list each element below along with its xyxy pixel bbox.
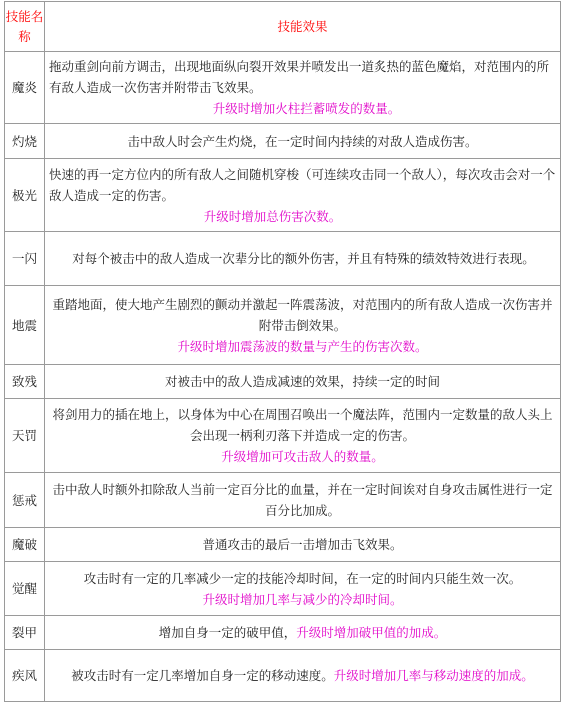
table-header-row [5,2,561,52]
table-row [5,399,561,473]
skill-desc: 对被击中的敌人造成减速的效果，持续一定的时间 [164,374,440,389]
skill-upgrade: 升级时增加震荡波的数量与产生的伤害次数。 [177,338,428,354]
skill-upgrade: 升级时增加总伤害次数。 [203,208,342,224]
skill-desc: 普通攻击的最后一击增加击飞效果。 [202,537,403,552]
skill-desc: 击中敌人时会产生灼烧，在一定时间内持续的对敌人造成伤害。 [127,133,478,149]
skill-name: 致残 [5,365,45,399]
skill-name: 一闪 [5,232,45,286]
skill-name: 疾风 [5,650,45,702]
table-row [5,365,561,399]
skill-upgrade: 升级时增加火柱拦蓄喷发的数量。 [212,101,401,116]
skill-upgrade: 升级增加可攻击敌人的数量。 [221,449,384,464]
table-row [5,52,561,124]
table-row [5,650,561,702]
skill-desc-cell [45,399,561,473]
skill-name: 魔破 [5,528,45,562]
skill-desc-cell [45,473,561,528]
skill-upgrade: 升级时增加几率与移动速度的加成。 [333,668,534,683]
skill-desc-cell [45,232,561,286]
skill-name: 裂甲 [5,616,45,650]
skill-desc: 拖动重剑向前方调击，出现地面纵向裂开效果并喷发出一道炙热的蓝色魔焰，对范围内的所有敌人造成一次伤害并附带击飞效果。 [49,59,550,95]
skill-desc: 将剑用力的插在地上，以身体为中心在周围召唤出一个魔法阵，范围内一定数量的敌人头上会出现一柄利刃落下并造成一定的伤害。 [52,407,553,443]
skill-desc-cell [45,365,561,399]
skill-desc: 击中敌人时额外扣除敌人当前一定百分比的血量，并在一定时间诶对自身攻击属性进行一定百分比加成。 [52,482,553,518]
skill-name: 觉醒 [5,562,45,616]
skill-upgrade: 升级时增加几率与减少的冷却时间。 [202,591,403,607]
skill-desc-cell [45,562,561,616]
skill-name: 魔炎 [5,52,45,124]
skill-upgrade: 升级时增加破甲值的加成。 [296,625,447,640]
header-skill-name-text: 技能名称 [5,8,44,44]
skill-name: 地震 [5,286,45,365]
skill-desc-cell [45,286,561,365]
table-row [5,159,561,232]
skill-name: 天罚 [5,399,45,473]
skill-desc: 增加自身一定的破甲值， [158,625,297,640]
skill-name: 灼烧 [5,124,45,159]
skill-desc: 攻击时有一定的几率减少一定的技能冷却时间，在一定的时间内只能生效一次。 [83,570,522,586]
table-row [5,528,561,562]
skill-name: 极光 [5,159,45,232]
skill-desc-cell [45,124,561,159]
skill-desc-cell [45,650,561,702]
table-row [5,562,561,616]
skill-desc-cell [45,528,561,562]
header-skill-name [5,2,45,52]
table-row [5,232,561,286]
skill-desc: 对每个被击中的敌人造成一次辈分比的额外伤害，并且有特殊的绩效特效进行表现。 [72,251,535,266]
skill-desc-cell [45,52,561,124]
skill-desc-cell [45,159,561,232]
skill-table-container [4,1,561,702]
skill-desc-cell [45,616,561,650]
header-skill-effect: 技能效果 [45,2,561,52]
skill-name: 惩戒 [5,473,45,528]
skill-desc: 重踏地面，使大地产生剧烈的颤动并激起一阵震荡波，对范围内的所有敌人造成一次伤害并附带击倒效果。 [52,296,553,333]
table-row [5,124,561,159]
table-row [5,473,561,528]
table-row [5,286,561,365]
table-row [5,616,561,650]
skill-desc: 被攻击时有一定几率增加自身一定的移动速度。 [71,668,334,683]
skill-desc: 快速的再一定方位内的所有敌人之间随机穿梭（可连续攻击同一个敌人），每次攻击会对一个敌人造成一定的伤害。 [49,166,556,203]
skill-table [4,1,561,702]
